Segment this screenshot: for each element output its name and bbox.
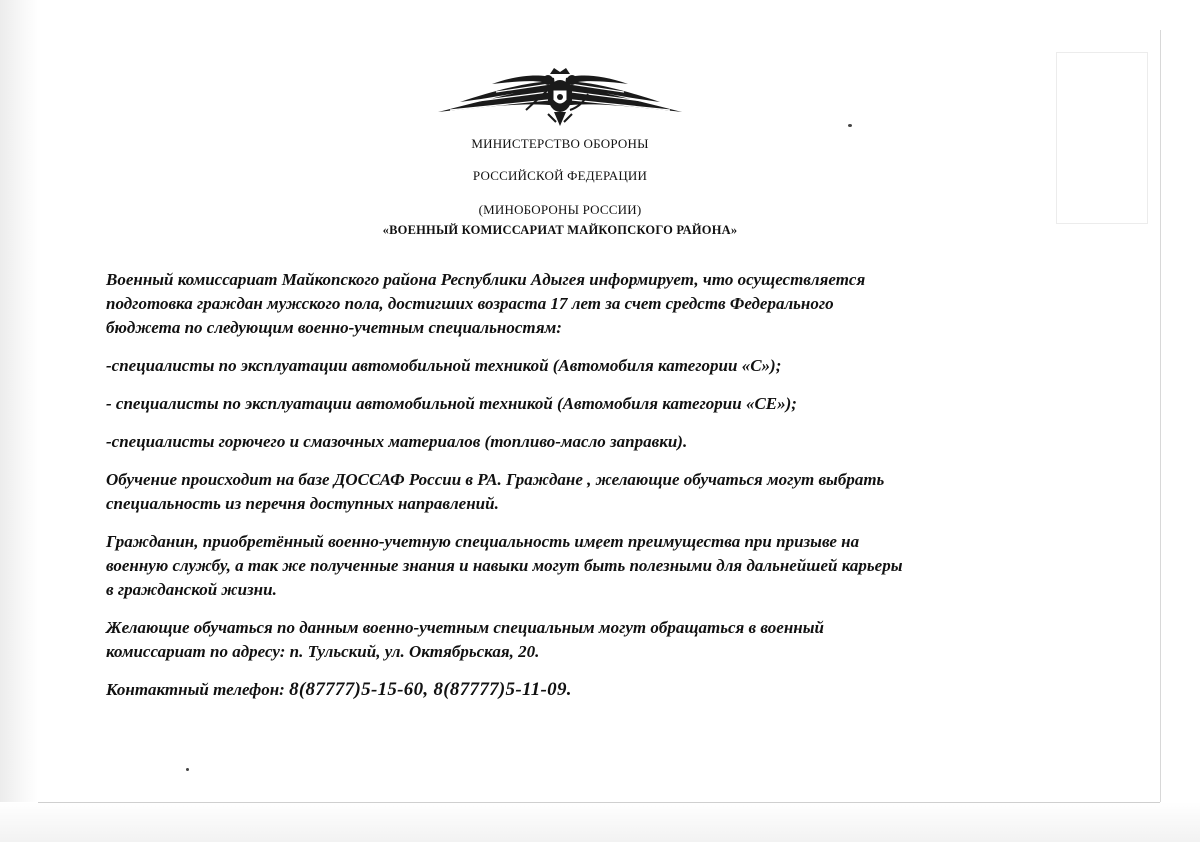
address-line-1: Желающие обучаться по данным военно-учетным специальным могут обращаться в военный [106,618,824,637]
contact-phone-line [106,678,1106,702]
specialty-item-3: -специалисты горючего и смазочных материалов (топливо-масло заправки). [106,432,688,451]
specialty-item-2: - специалисты по эксплуатации автомобильной техникой (Автомобиля категории «СЕ»); [106,394,797,413]
scan-bottom-shadow [0,802,1200,842]
intro-line-3: бюджета по следующим военно-учетным специальностям: [106,318,562,337]
address-paragraph [106,616,1106,664]
advantage-line-1: Гражданин, приобретённый военно-учетную специальность имеет преимущества при призыве на [106,532,860,551]
scan-right-border [1160,30,1161,802]
scan-speck [186,768,189,771]
phone-label: Контактный телефон: [106,680,290,699]
training-paragraph [106,468,1106,516]
double-headed-eagle-emblem-icon [430,66,690,132]
training-line-1: Обучение происходит на базе ДОССАФ России в РА. Граждане , желающие обучаться могут выбрать [106,470,885,489]
advantage-line-3: в гражданской жизни. [106,580,277,599]
intro-paragraph [106,268,1106,340]
document-header [340,66,780,237]
advantage-paragraph [106,530,1106,602]
intro-line-2: подготовка граждан мужского пола, достигших возраста 17 лет за счет средств Федерального [106,294,834,313]
org-name-line-2: РОССИЙСКОЙ ФЕДЕРАЦИИ [472,168,648,183]
scan-bottom-border [38,802,1160,803]
org-name-line-1: МИНИСТЕРСТВО ОБОРОНЫ [471,136,649,151]
bleed-through-stamp [1056,52,1148,224]
org-name-line-3: (МИНОБОРОНЫ РОССИИ) [478,202,642,217]
org-name-line-4: «ВОЕННЫЙ КОМИССАРИАТ МАЙКОПСКОГО РАЙОНА» [382,223,738,237]
scan-page-edge [0,0,38,842]
notice-body [106,268,1106,702]
advantage-line-2: военную службу, а так же полученные знания и навыки могут быть полезными для дальнейшей карьеры [106,556,903,575]
intro-line-1: Военный комиссариат Майкопского района Республики Адыгея информирует, что осуществляется [106,270,866,289]
phone-numbers: 8(87777)5-15-60, 8(87777)5-11-09. [289,679,572,700]
address-line-2: комиссариат по адресу: п. Тульский, ул. Октябрьская, 20. [106,642,540,661]
training-line-2: специальность из перечня доступных направлений. [106,494,499,513]
specialty-item-1: -специалисты по эксплуатации автомобильной техникой (Автомобиля категории «С»); [106,356,782,375]
scan-speck [848,124,852,127]
